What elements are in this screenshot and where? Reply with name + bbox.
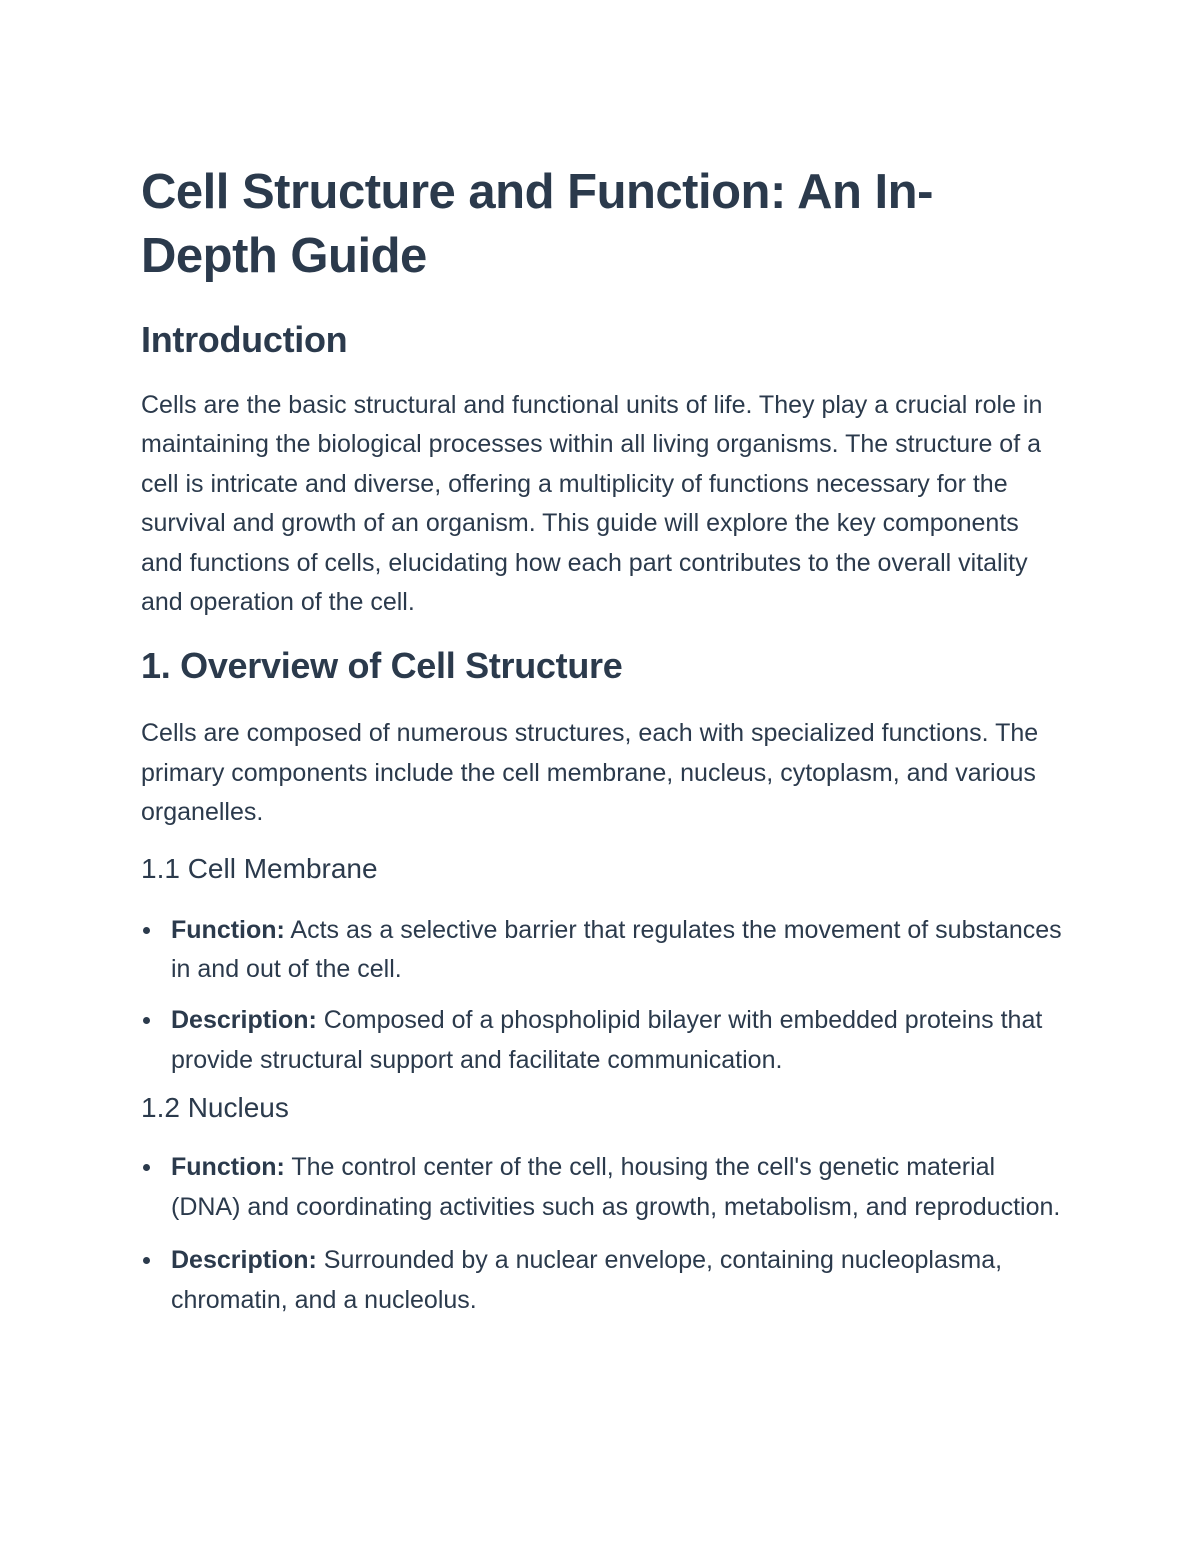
list-item xyxy=(141,1148,1066,1227)
list-item-label: Description: xyxy=(171,1246,317,1275)
list-item-text: The control center of the cell, housing the cell's genetic material (DNA) and coordinating activities such as growth, metabolism, and reproduction. xyxy=(171,1153,1061,1221)
bullet-icon xyxy=(143,1017,150,1024)
list-item-text: Surrounded by a nuclear envelope, containing nucleoplasma, chromatin, and a nucleolus. xyxy=(171,1246,1003,1314)
list-item-text: Composed of a phospholipid bilayer with embedded proteins that provide structural support and facilitate communication. xyxy=(171,1006,1043,1074)
list-item xyxy=(141,911,1066,990)
list-item-label: Description: xyxy=(171,1006,317,1035)
document-page xyxy=(141,160,1066,1320)
bullet-icon xyxy=(143,1164,150,1171)
cell-membrane-list xyxy=(141,911,1066,1081)
section-heading-introduction: Introduction xyxy=(141,319,348,360)
bullet-icon xyxy=(143,1257,150,1264)
overview-paragraph: Cells are composed of numerous structures, each with specialized functions. The primary components include the cell membrane, nucleus, cytoplasm, and various organelles. xyxy=(141,719,1039,827)
nucleus-list xyxy=(141,1148,1066,1320)
bullet-icon xyxy=(143,927,150,934)
list-item xyxy=(141,1241,1066,1320)
section-heading-overview: 1. Overview of Cell Structure xyxy=(141,645,623,687)
subsection-heading-nucleus: 1.2 Nucleus xyxy=(141,1092,289,1124)
list-item-text: Acts as a selective barrier that regulates the movement of substances in and out of the cell. xyxy=(171,915,1062,984)
list-item-label: Function: xyxy=(171,915,285,944)
list-item-label: Function: xyxy=(171,1153,285,1182)
document-title: Cell Structure and Function: An In-Depth Guide xyxy=(141,165,933,283)
introduction-paragraph: Cells are the basic structural and functional units of life. They play a crucial role in maintaining the biological processes within all living organisms. The structure of a cell is intricate and diverse, offering a multiplicity of functions necessary for the survival and growth of an organism. This guide will explore the key components and functions of cells, elucidating how each part contributes to the overall vitality and operation of the cell. xyxy=(141,391,1043,617)
list-item xyxy=(141,1001,1066,1080)
subsection-heading-cell-membrane: 1.1 Cell Membrane xyxy=(141,852,378,884)
